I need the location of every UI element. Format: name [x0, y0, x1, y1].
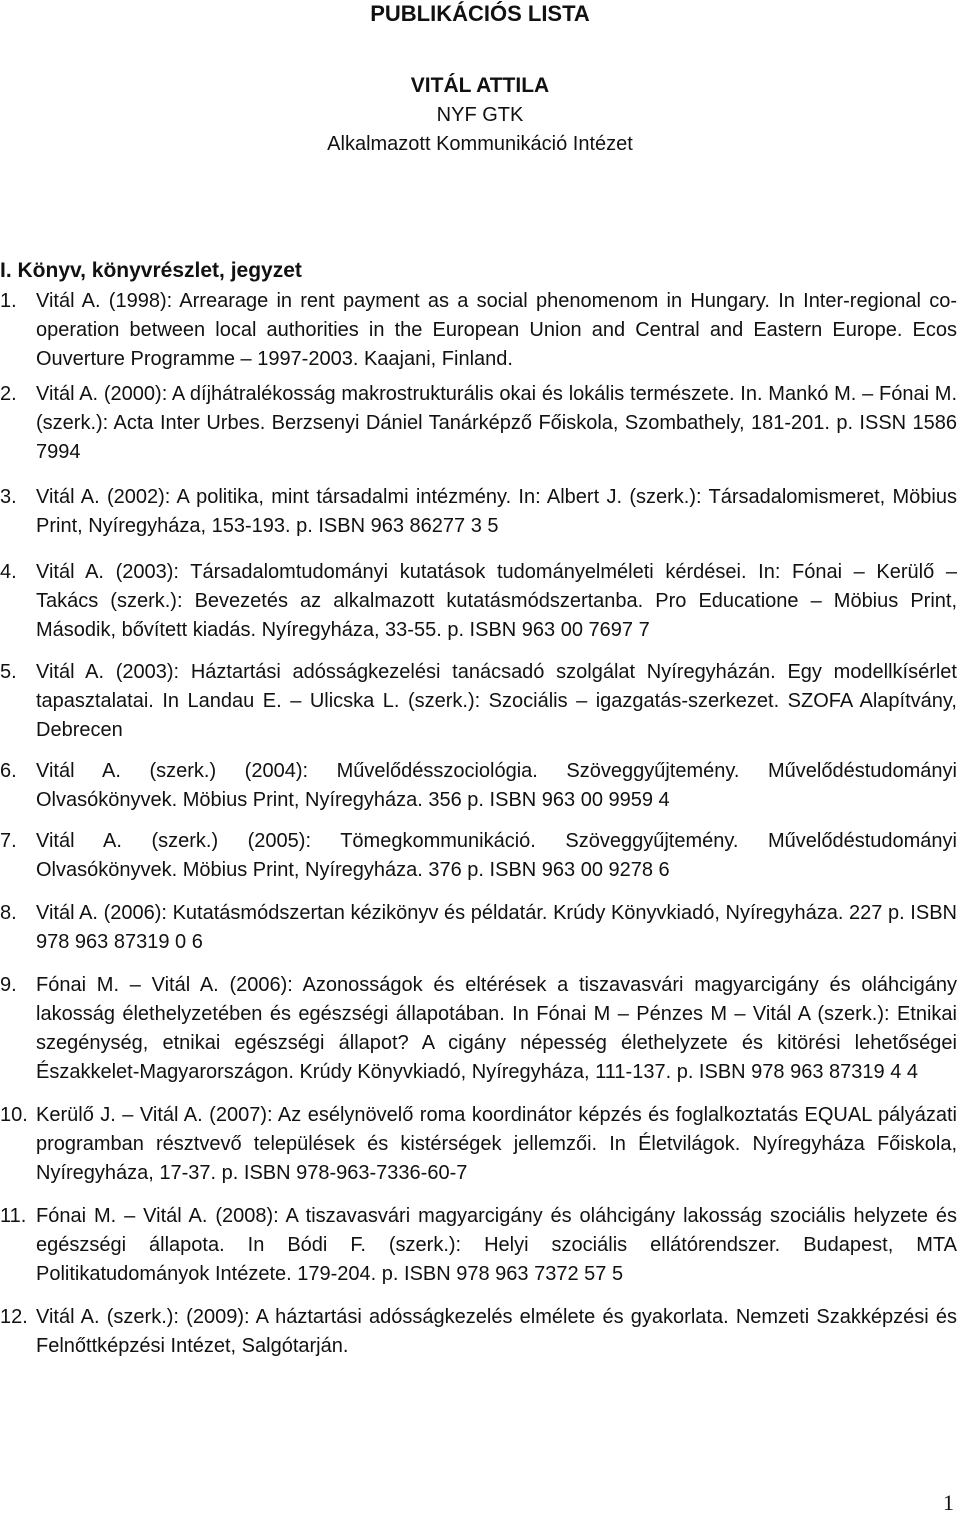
publication-text: Vitál A. (szerk.): (2009): A háztartási adósságkezelés elmélete és gyakorlata. Nemzeti Szakképzési és Felnőttképzési Intézet, Salgótarján.: [36, 1306, 957, 1357]
faculty-name: NYF GTK: [436, 104, 524, 126]
publication-item: [0, 1202, 957, 1289]
publication-item: [0, 827, 957, 885]
publication-text: Fónai M. – Vitál A. (2008): A tiszavasvári magyarcigány és oláhcigány lakosság szociális helyzete és egészségi állapota. In Bódi F. (szerk.): Helyi szociális ellátórendszer. Budapest, MTA Politikatudományok Intézete. 179-204. p. ISBN 978 963 7372 57 5: [36, 1205, 957, 1285]
publication-number: 6.: [0, 760, 17, 782]
publication-number: 2.: [0, 383, 17, 405]
publication-number: 8.: [0, 902, 17, 924]
publication-list: [0, 287, 957, 1361]
publication-item: [0, 483, 957, 541]
page-number: 1: [943, 1490, 954, 1515]
section-heading: I. Könyv, könyvrészlet, jegyzet: [0, 259, 302, 282]
publication-number: 5.: [0, 661, 17, 683]
publication-text: Kerülő J. – Vitál A. (2007): Az esélynövelő roma koordinátor képzés és foglalkoztatás EQUAL pályázati programban résztvevő települések és kistérségek jellemzői. In Életvilágok. Nyíregyháza Főiskola, Nyíregyháza, 17-37. p. ISBN 978-963-7336-60-7: [36, 1104, 957, 1184]
publication-text: Vitál A. (2003): Háztartási adósságkezelési tanácsadó szolgálat Nyíregyházán. Egy modellkísérlet tapasztalatai. In Landau E. – Ulicska L. (szerk.): Szociális – igazgatás-szerkezet. SZOFA Alapítvány, Debrecen: [36, 661, 957, 741]
publication-text: Vitál A. (szerk.) (2005): Tömegkommunikáció. Szöveggyűjtemény. Művelődéstudományi Olvasókönyvek. Möbius Print, Nyíregyháza. 376 p. ISBN 963 00 9278 6: [36, 830, 957, 881]
publication-item: [0, 1101, 957, 1188]
publication-item: [0, 287, 957, 374]
publication-number: 1.: [0, 290, 17, 312]
publication-number: 3.: [0, 486, 17, 508]
publication-item: [0, 1303, 957, 1361]
publication-text: Vitál A. (2003): Társadalomtudományi kutatások tudományelméleti kérdései. In: Fónai – Kerülő – Takács (szerk.): Bevezetés az alkalmazott kutatásmódszertanba. Pro Educatione – Möbius Print, Második, bővített kiadás. Nyíregyháza, 33-55. p. ISBN 963 00 7697 7: [36, 561, 957, 641]
publication-text: Vitál A. (2002): A politika, mint társadalmi intézmény. In: Albert J. (szerk.): Társadalomismeret, Möbius Print, Nyíregyháza, 153-193. p. ISBN 963 86277 3 5: [36, 486, 957, 537]
publication-text: Vitál A. (2000): A díjhátralékosság makrostrukturális okai és lokális természete. In. Mankó M. – Fónai M. (szerk.): Acta Inter Urbes. Berzsenyi Dániel Tanárképző Főiskola, Szombathely, 181-201. p. ISSN 1586 7994: [36, 383, 957, 463]
publication-text: Vitál A. (2006): Kutatásmódszertan kézikönyv és példatár. Krúdy Könyvkiadó, Nyíregyháza. 227 p. ISBN 978 963 87319 0 6: [36, 902, 957, 953]
publication-number: 9.: [0, 974, 17, 996]
publication-number: 11.: [0, 1205, 27, 1227]
publication-item: [0, 899, 957, 957]
publication-item: [0, 658, 957, 745]
author-name: VITÁL ATTILA: [410, 74, 550, 97]
publication-number: 7.: [0, 830, 17, 852]
publication-item: [0, 757, 957, 815]
publication-number: 10.: [0, 1104, 28, 1126]
publication-text: Fónai M. – Vitál A. (2006): Azonosságok és eltérések a tiszavasvári magyarcigány és oláhcigány lakosság élethelyzetében és egészségi állapotában. In Fónai M – Pénzes M – Vitál A (szerk.): Etnikai szegénység, etnikai egészségi állapot? A cigány népesség élethelyzete és kitörési lehetőségei Északkelet-Magyarországon. Krúdy Könyvkiadó, Nyíregyháza, 111-137. p. ISBN 978 963 87319 4 4: [36, 974, 957, 1083]
document-title: PUBLIKÁCIÓS LISTA: [370, 1, 590, 26]
publication-item: [0, 380, 957, 467]
publication-number: 12.: [0, 1306, 28, 1328]
publication-item: [0, 971, 957, 1087]
publication-text: Vitál A. (1998): Arrearage in rent payment as a social phenomenom in Hungary. In Inter-regional co-operation between local authorities in the European Union and Central and Eastern Europe. Ecos Ouverture Programme – 1997-2003. Kaajani, Finland.: [36, 290, 957, 370]
institute-name: Alkalmazott Kommunikáció Intézet: [327, 133, 633, 155]
publication-item: [0, 558, 957, 645]
publication-text: Vitál A. (szerk.) (2004): Művelődésszociológia. Szöveggyűjtemény. Művelődéstudományi Olvasókönyvek. Möbius Print, Nyíregyháza. 356 p. ISBN 963 00 9959 4: [36, 760, 957, 811]
publication-number: 4.: [0, 561, 17, 583]
